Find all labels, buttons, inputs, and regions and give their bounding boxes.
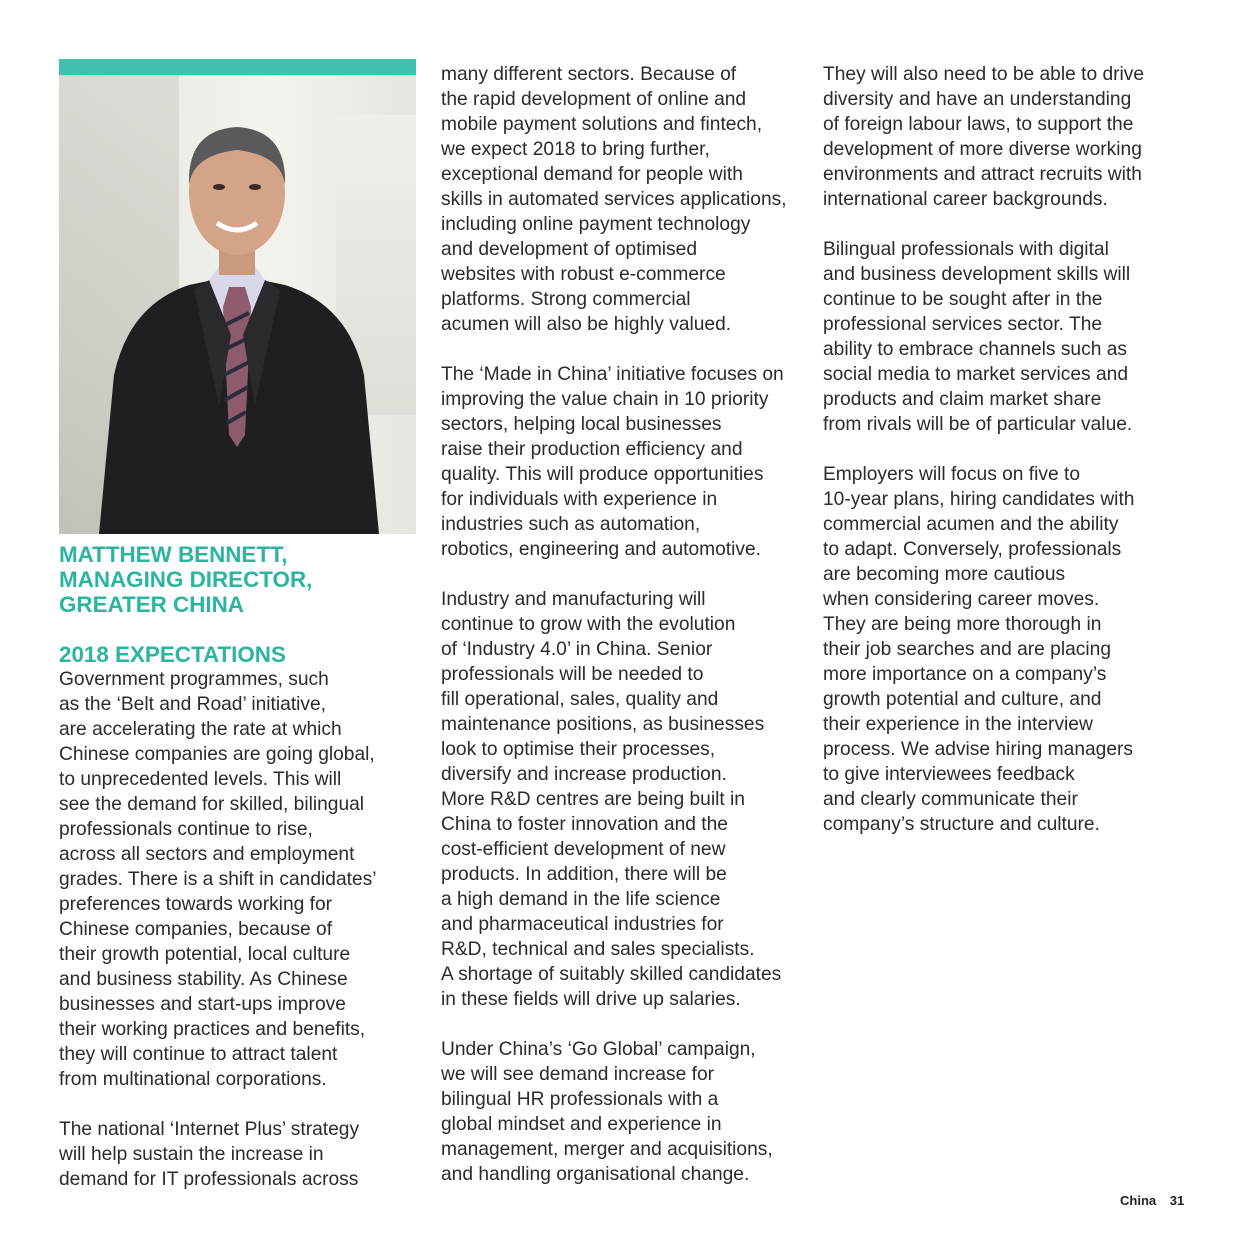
paragraph: Government programmes, such as the ‘Belt and Road’ initiative, are accelerating the rate at which Chinese companies are going global, to unprecedented levels. This will see the demand for skilled, bilingual professionals continue to rise, across all sectors and employment grades. There is a shift in candidates’ preferences towards working for Chinese companies, because of their growth potential, local culture and business stability. As Chinese businesses and start-ups improve their working practices and benefits, they will continue to attract talent from multinational corporations. [59,669,377,1090]
section-heading: 2018 EXPECTATIONS [59,642,286,667]
column-middle [441,62,811,1187]
paragraph: Industry and manufacturing will continue to grow with the evolution of ‘Industry 4.0’ in China. Senior professionals will be needed to fill operational, sales, quality and maintenance positions, as businesses look to optimise their processes, diversify and increase production. More R&D centres are being built in China to foster innovation and the cost-efficient development of new products. In addition, there will be a high demand in the life science and pharmaceutical industries for R&D, technical and sales specialists. A shortage of suitably skilled candidates in these fields will drive up salaries. [441,589,782,1010]
portrait-figure [59,75,416,534]
paragraph: Bilingual professionals with digital and business development skills will continue to be sought after in the professional services sector. The ability to embrace channels such as social media to market services and products and claim market share from rivals will be of particular value. [823,239,1133,435]
paragraph: They will also need to be able to drive diversity and have an understanding of foreign labour laws, to support the development of more diverse working environments and attract recruits with international career backgrounds. [823,64,1145,210]
footer-section-label: China [1120,1193,1157,1208]
paragraph: Under China’s ‘Go Global’ campaign, we will see demand increase for bilingual HR professionals with a global mindset and experience in management, merger and acquisitions, and handling organisational change. [441,1039,773,1185]
paragraph: many different sectors. Because of the rapid development of online and mobile payment solutions and fintech, we expect 2018 to bring further, exceptional demand for people with skills in automated services applications, including online payment technology and development of optimised websites with robust e-commerce platforms. Strong commercial acumen will also be highly valued. [441,64,787,335]
accent-bar [59,59,416,75]
profile-photo [59,75,416,534]
page-footer [1120,1193,1184,1208]
profile-name-title: MATTHEW BENNETT, MANAGING DIRECTOR, GREATER CHINA [59,542,313,617]
paragraph: The ‘Made in China’ initiative focuses on improving the value chain in 10 priority sectors, helping local businesses raise their production efficiency and quality. This will produce opportunities for individuals with experience in industries such as automation, robotics, engineering and automotive. [441,364,784,560]
column-left [59,62,419,1192]
paragraph: Employers will focus on five to 10-year plans, hiring candidates with commercial acumen and the ability to adapt. Conversely, professionals are becoming more cautious when considering career moves. They are being more thorough in their job searches and are placing more importance on a company’s growth potential and culture, and their experience in the interview process. We advise hiring managers to give interviewees feedback and clearly communicate their company’s structure and culture. [823,464,1135,835]
column-right [823,62,1193,837]
page-number: 31 [1169,1193,1185,1208]
paragraph: The national ‘Internet Plus’ strategy will help sustain the increase in demand for IT professionals across [59,1119,360,1190]
